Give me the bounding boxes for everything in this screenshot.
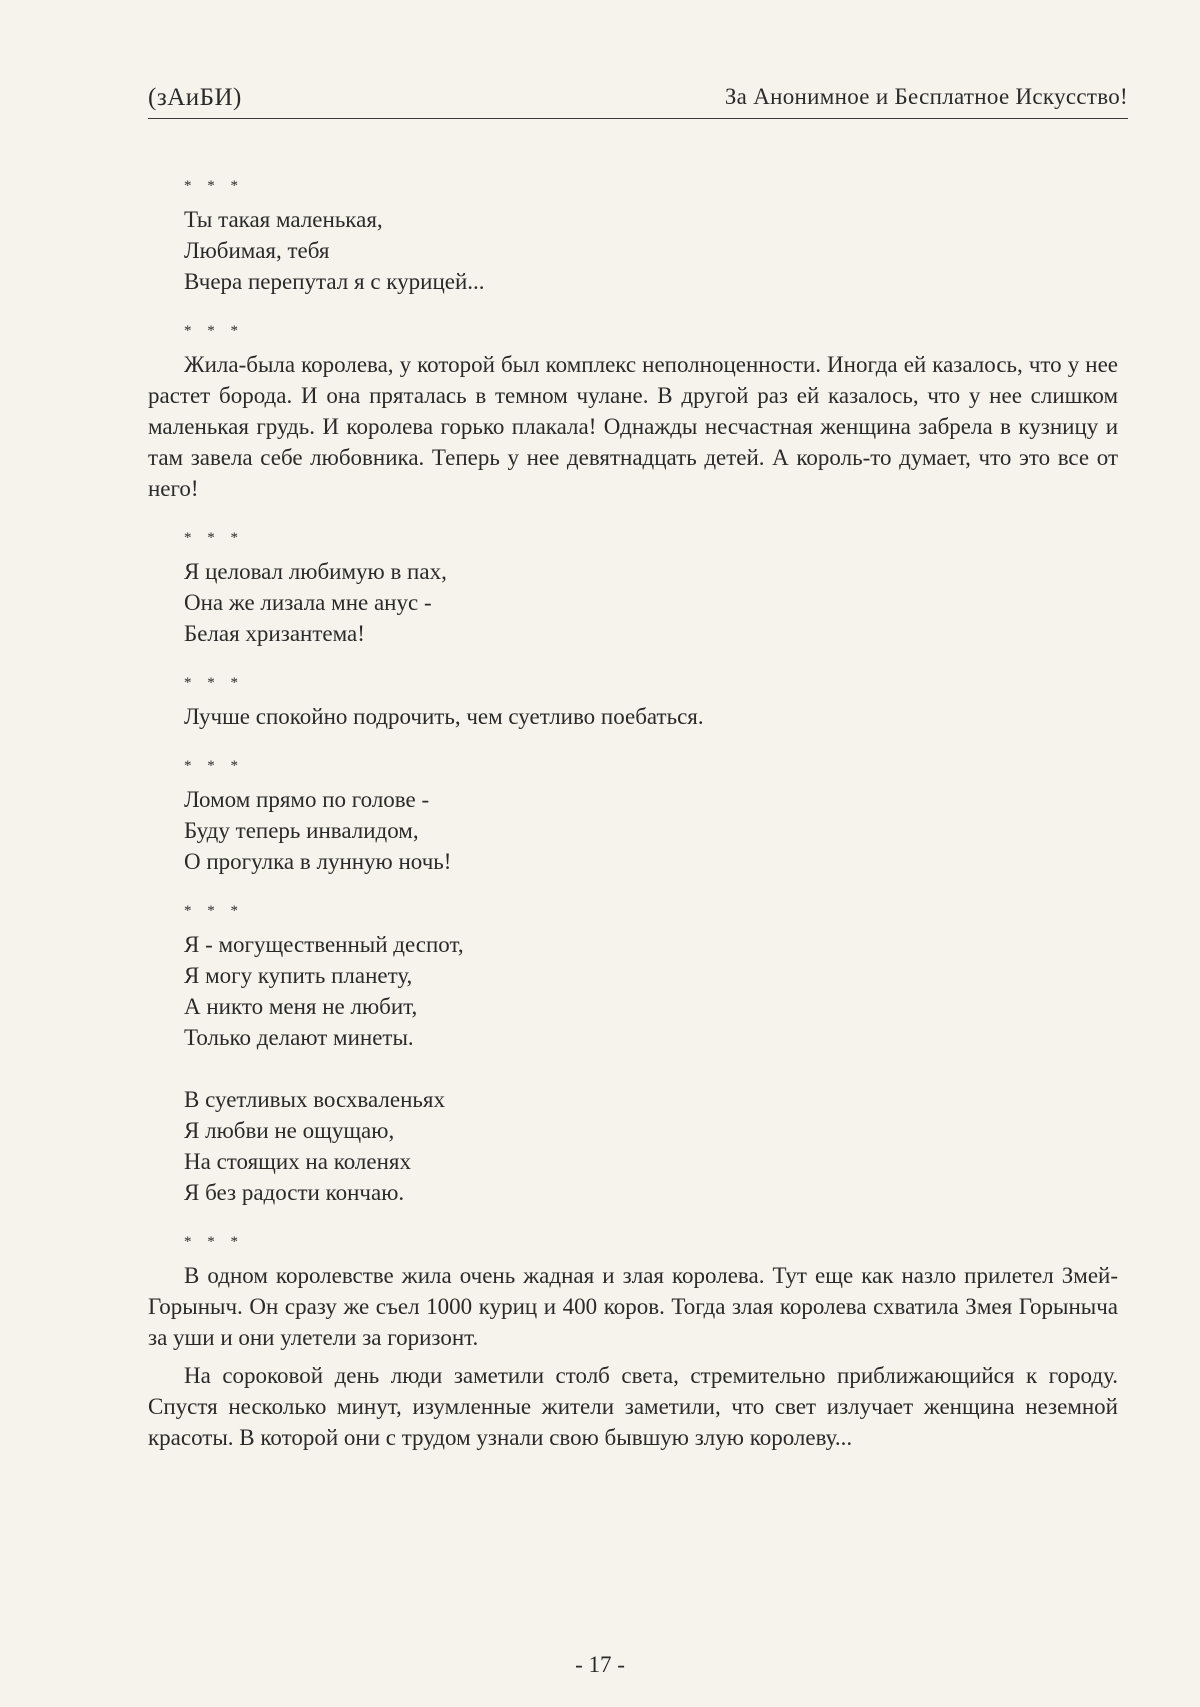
section-2 bbox=[148, 321, 1118, 504]
paragraph: В одном королевстве жила очень жадная и злая королева. Тут еще как назло прилетел Змей-Горыныч. Он сразу же съел 1000 куриц и 400 коров. Тогда злая королева схватила Змея Горыныча за уши и они улетели за горизонт. bbox=[148, 1263, 1118, 1350]
poem-line: А никто меня не любит, bbox=[184, 994, 418, 1019]
page-number: - 17 - bbox=[575, 1652, 625, 1677]
poem-line: Любимая, тебя bbox=[184, 238, 330, 263]
section-separator: * * * bbox=[184, 530, 244, 546]
poem-line: Ломом прямо по голове - bbox=[184, 787, 430, 812]
poem bbox=[148, 556, 1118, 649]
poem-line: Я - могущественный деспот, bbox=[184, 932, 464, 957]
poem-line: Я целовал любимую в пах, bbox=[184, 559, 447, 584]
paragraph: На сороковой день люди заметили столб света, стремительно приближающийся к городу. Спустя несколько минут, изумленные жители заметили, что свет излучает женщина неземной красоты. В которой они с трудом узнали свою бывшую злую королеву... bbox=[148, 1363, 1118, 1450]
header-left-title: (зАиБИ) bbox=[148, 84, 242, 111]
poem-line: Я могу купить планету, bbox=[184, 963, 413, 988]
poem bbox=[148, 701, 1118, 732]
section-separator: * * * bbox=[184, 903, 244, 919]
section-1 bbox=[148, 176, 1118, 297]
poem-line: В суетливых восхваленьях bbox=[184, 1087, 445, 1112]
stanza-gap bbox=[184, 1053, 1118, 1084]
page-header bbox=[148, 78, 1128, 119]
poem-line: На стоящих на коленях bbox=[184, 1149, 411, 1174]
poem bbox=[148, 929, 1118, 1208]
prose bbox=[148, 1260, 1118, 1453]
paragraph: Жила-была королева, у которой был комплекс неполноценности. Иногда ей казалось, что у нее растет борода. И она пряталась в темном чулане. В другой раз ей казалось, что у нее слишком маленькая грудь. И королева горько плакала! Однажды несчастная женщина забрела в кузницу и там завела себе любовника. Теперь у нее девятнадцать детей. А король-то думает, что это все от него! bbox=[148, 352, 1118, 501]
section-separator: * * * bbox=[184, 178, 244, 194]
poem-line: Она же лизала мне анус - bbox=[184, 590, 432, 615]
section-separator: * * * bbox=[184, 323, 244, 339]
section-separator: * * * bbox=[184, 758, 244, 774]
section-5 bbox=[148, 756, 1118, 877]
header-right-title: За Анонимное и Бесплатное Искусство! bbox=[724, 84, 1128, 109]
prose bbox=[148, 349, 1118, 504]
poem-line: Ты такая маленькая, bbox=[184, 207, 383, 232]
section-6 bbox=[148, 901, 1118, 1208]
poem bbox=[148, 204, 1118, 297]
section-7 bbox=[148, 1232, 1118, 1453]
poem-line: Белая хризантема! bbox=[184, 621, 365, 646]
poem-line: Буду теперь инвалидом, bbox=[184, 818, 419, 843]
poem-line: Я без радости кончаю. bbox=[184, 1180, 405, 1205]
section-4 bbox=[148, 673, 1118, 732]
section-separator: * * * bbox=[184, 1234, 244, 1250]
poem-line: О прогулка в лунную ночь! bbox=[184, 849, 452, 874]
section-3 bbox=[148, 528, 1118, 649]
poem-line: Я любви не ощущаю, bbox=[184, 1118, 395, 1143]
poem-line: Лучше спокойно подрочить, чем суетливо поебаться. bbox=[184, 704, 704, 729]
page-content bbox=[148, 176, 1118, 1477]
section-separator: * * * bbox=[184, 675, 244, 691]
poem-line: Только делают минеты. bbox=[184, 1025, 414, 1050]
poem-line: Вчера перепутал я с курицей... bbox=[184, 269, 485, 294]
poem bbox=[148, 784, 1118, 877]
